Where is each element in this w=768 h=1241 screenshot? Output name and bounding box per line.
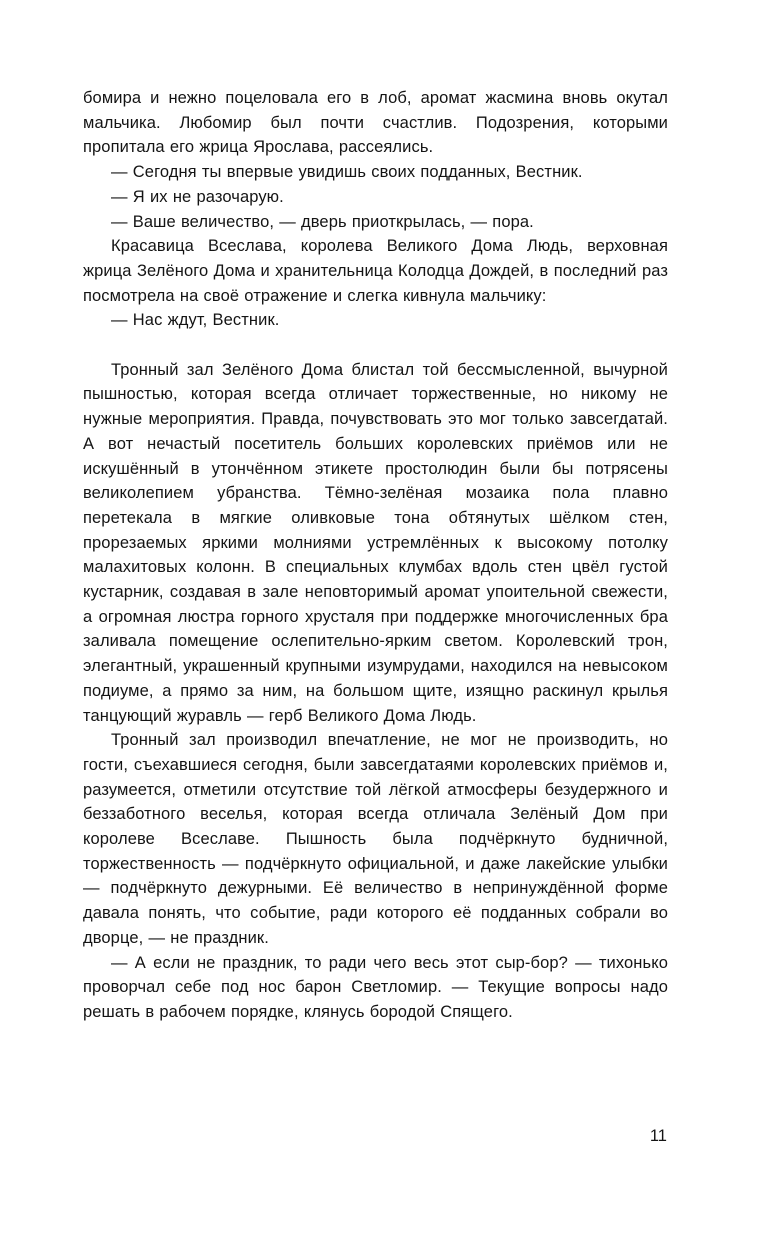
book-page-text-block: [83, 86, 668, 1025]
text-paragraph: Красавица Всеслава, королева Великого Дома Людь, верховная жрица Зелёного Дома и хранительница Колодца Дождей, в последний раз посмотрела на своё отражение и слегка кивнула мальчику:: [83, 237, 668, 305]
dialogue-line: — Нас ждут, Вестник.: [111, 311, 280, 330]
section-break: [83, 333, 668, 358]
dialogue-line: — Ваше величество, — дверь приоткрылась, — пора.: [111, 212, 534, 231]
dialogue-line: — А если не праздник, то ради чего весь этот сыр-бор? — тихонько проворчал себе под нос барон Светломир. — Текущие вопросы надо решать в рабочем порядке, клянусь бородой Спящего.: [83, 953, 668, 1021]
text-paragraph: Тронный зал производил впечатление, не мог не производить, но гости, съехавшиеся сегодня, были завсегдатаями королевских приёмов и, разумеется, отметили отсутствие той лёгкой атмосферы безудержного и беззаботного веселья, которая всегда отличала Зелёный Дом при королеве Всеславе. Пышность была подчёркнуто будничной, торжественность — подчёркнуто официальной, и даже лакейские улыбки — подчёркнуто дежурными. Её величество в непринуждённой форме давала понять, что событие, ради которого её подданных собрали во дворце, — не праздник.: [83, 731, 668, 947]
dialogue-line: — Сегодня ты впервые увидишь своих подданных, Вестник.: [111, 163, 583, 182]
dialogue-line: — Я их не разочарую.: [111, 187, 284, 206]
page-number: 11: [649, 1127, 667, 1145]
text-paragraph: бомира и нежно поцеловала его в лоб, аромат жасмина вновь окутал мальчика. Любомир был почти счастлив. Подозрения, которыми пропитала его жрица Ярослава, рассеялись.: [83, 89, 668, 157]
text-paragraph: Тронный зал Зелёного Дома блистал той бессмысленной, вычурной пышностью, которая всегда отличает торжественные, но никому не нужные мероприятия. Правда, почувствовать это мог только завсегдатай. А вот нечастый посетитель больших королевских приёмов или не искушённый в утончённом этикете простолюдин были бы потрясены великолепием убранства. Тёмно-зелёная мозаика пола плавно перетекала в мягкие оливковые тона обтянутых шёлком стен, прорезаемых яркими молниями устремлённых к высокому потолку малахитовых колонн. В специальных клумбах вдоль стен цвёл густой кустарник, создавая в зале неповторимый аромат упоительной свежести, а огромная люстра горного хрусталя при поддержке многочисленных бра заливала помещение ослепительно-ярким светом. Королевский трон, элегантный, украшенный крупными изумрудами, находился на невысоком подиуме, а прямо за ним, на большом щите, изящно раскинул крылья танцующий журавль — герб Великого Дома Людь.: [83, 360, 668, 725]
